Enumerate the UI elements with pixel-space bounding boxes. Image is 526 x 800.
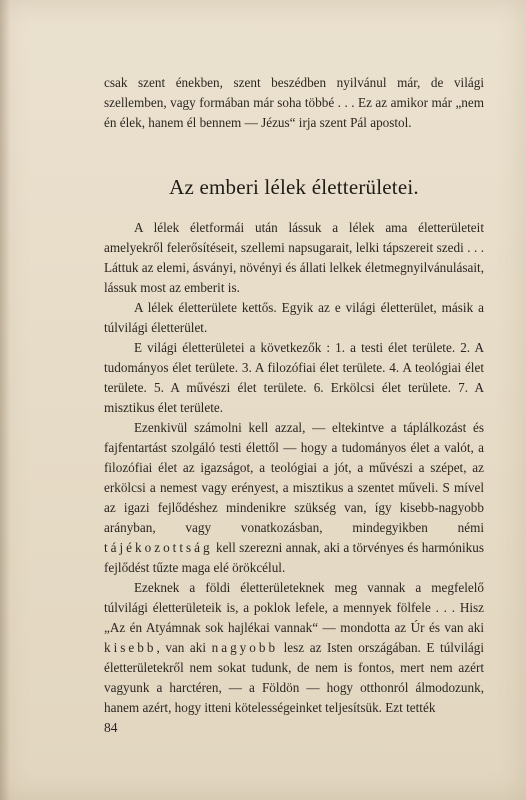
paragraph-4-start: Ezenkivül számolni kell azzal, — eltekintve a táplálkozást és fajfentartást szolgáló testi élettől — hogy a tudományos élet a valót, a filozófiai élet az igazságot, a teológiai a jót, a művészi a szépet, az erkölcsi a nemest vagy erényest, a misztikus a szentet műveli. S mível az igazi fejlődéshez mindenikre szükség van, így kisebb-nagyobb arányban, vagy vonatkozásban, mindegyikben némi xyxy=(104,420,484,535)
paragraph-5-spaced-word-2: nagyobb xyxy=(211,640,279,655)
chapter-heading: Az emberi lélek életterületei. xyxy=(169,175,419,199)
paragraph-4-spaced-word: tájékozottság xyxy=(104,540,213,555)
intro-paragraph xyxy=(104,73,484,133)
paragraph-3: E világi életterületei a következők : 1. a testi élet területe. 2. A tudományos élet területe. 3. A filozófiai élet területe. 4. A teológiai élet területe. 5. A művészi élet területe. 6. Erkölcsi élet területe. 7. A misztikus élet területe. xyxy=(104,340,484,415)
paragraph-5-part-a: Ezeknek a földi életterületeknek meg vannak a megfelelő túlvilági életterületeik is, a poklok lefele, a mennyek fölfele . . . Hisz „Az én Atyámnak sok hajlékai vannak“ — mondotta az Úr és van aki xyxy=(104,580,484,635)
paragraph-4 xyxy=(104,418,484,578)
paragraph-5 xyxy=(104,578,484,718)
body-text xyxy=(104,218,484,718)
paragraph-1: A lélek életformái után lássuk a lélek ama életterületeit amelyekről felerősítéseit, szellemi napsugarait, lelki tápszereit szedi . . . Láttuk az elemi, ásványi, növényi és állati lelkek életmegnyilvánulásait, lássuk most az emberit is. xyxy=(104,220,484,295)
page-fold-shadow xyxy=(0,0,10,800)
paragraph-4-end: kell szerezni annak, aki a törvényes és harmónikus fejlődést tűzte maga elé örökcélul. xyxy=(104,540,484,575)
paragraph-5-part-c: lesz az Isten országában. E túlvilági életterületekről nem sokat tudunk, de nem is fontos, mert nem azért vagyunk a harctéren, — a Földön — hogy otthonról álmodozunk, hanem azért, hogy itteni kötelességeinket teljesítsük. Ezt tették xyxy=(104,640,485,715)
page-number: 84 xyxy=(104,720,118,735)
paragraph-2: A lélek életterülete kettős. Egyik az e világi életterület, másik a túlvilági életterület. xyxy=(104,300,484,335)
paragraph-5-part-b: , van aki xyxy=(156,640,212,655)
paragraph-5-spaced-word-1: kisebb xyxy=(104,640,157,655)
intro-text: csak szent énekben, szent beszédben nyilvánul már, de világi szellemben, vagy formában már soha többé . . . Ez az amikor már „nem én élek, hanem él bennem — Jézus“ irja szent Pál apostol. xyxy=(104,75,484,130)
